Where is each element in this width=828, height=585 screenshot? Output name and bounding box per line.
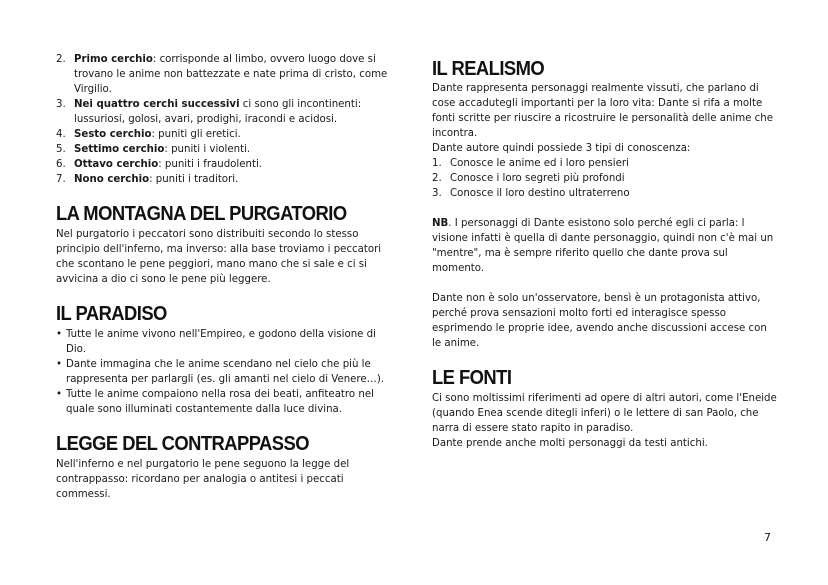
list-item-text: : puniti gli eretici. <box>151 129 241 140</box>
list-item-title: Nono cerchio <box>74 174 150 185</box>
circles-list <box>56 52 396 187</box>
knowledge-list <box>432 156 777 201</box>
list-item <box>56 172 396 187</box>
list-item <box>56 97 396 127</box>
list-item <box>56 387 396 417</box>
bullet-icon: • <box>56 359 63 370</box>
bullet-icon: • <box>56 389 63 400</box>
list-item <box>432 186 777 201</box>
nb-label: NB <box>432 218 449 229</box>
list-number: 2. <box>56 54 66 65</box>
purgatorio-body: Nel purgatorio i peccatori sono distribuiti secondo lo stesso principio dell'inferno, ma inverso: alla base troviamo i peccatori che scontano le pene peggiori, mano mano che si sale e ci si avvicina a dio ci sono le pene più leggere. <box>56 229 382 285</box>
fonti-heading: LE FONTI <box>432 367 512 389</box>
list-item-title: Primo cerchio <box>74 54 153 65</box>
contrappasso-heading: LEGGE DEL CONTRAPPASSO <box>56 433 309 455</box>
nb-text: . I personaggi di Dante esistono solo perché egli ci parla: l visione infatti è quella di dante personaggio, quindi non c'è mai un "mentre", ma è sempre riferito quello che dante prova sul momento. <box>432 218 774 274</box>
page-number: 7 <box>764 531 771 544</box>
paradiso-heading: IL PARADISO <box>56 303 167 325</box>
list-number: 4. <box>56 129 66 140</box>
fonti-paragraph: Dante prende anche molti personaggi da testi antichi. <box>432 438 708 449</box>
list-item <box>56 52 396 97</box>
list-item-text: Tutte le anime compaiono nella rosa dei beati, anfiteatro nel quale sono illuminati costantemente dalla luce divina. <box>66 389 374 415</box>
realismo-heading: IL REALISMO <box>432 58 545 80</box>
list-item <box>56 357 396 387</box>
realismo-paragraph: Dante non è solo un'osservatore, bensì è un protagonista attivo, perché prova sensazioni molto forti ed interagisce spesso esprimendo le proprie idee, avendo anche discussioni accese con le anime. <box>432 293 767 349</box>
list-number: 3. <box>432 188 442 199</box>
list-item <box>432 171 777 186</box>
list-number: 5. <box>56 144 66 155</box>
list-item-text: : puniti i violenti. <box>164 144 251 155</box>
list-item-text: Conosce i loro segreti più profondi <box>450 173 625 184</box>
list-item-text: Conosce il loro destino ultraterreno <box>450 188 630 199</box>
contrappasso-body: Nell'inferno e nel purgatorio le pene seguono la legge del contrappasso: ricordano per analogia o antitesi i peccati commessi. <box>56 459 350 500</box>
list-number: 7. <box>56 174 66 185</box>
left-column <box>56 52 396 502</box>
list-item-title: Ottavo cerchio <box>74 159 159 170</box>
list-number: 6. <box>56 159 66 170</box>
list-number: 2. <box>432 173 442 184</box>
list-item <box>56 327 396 357</box>
list-item-text: : puniti i traditori. <box>149 174 239 185</box>
realismo-paragraph: Dante rappresenta personaggi realmente vissuti, che parlano di cose accadutegli importanti per la loro vita: Dante si rifa a molte fonti scritte per riuscire a ricostruire le personalità delle anime che incontra. <box>432 83 774 139</box>
list-item <box>56 157 396 172</box>
list-item-text: ci sono gli incontinenti: lussuriosi, golosi, avari, prodighi, iracondi e acidosi. <box>74 99 362 125</box>
list-item-text: Conosce le anime ed i loro pensieri <box>450 158 629 169</box>
right-column <box>432 52 777 451</box>
list-number: 3. <box>56 99 66 110</box>
list-item-text: : puniti i fraudolenti. <box>158 159 263 170</box>
nb-paragraph <box>432 216 777 276</box>
list-item-text: Dante immagina che le anime scendano nel cielo che più le rappresenta per parlargli (es. gli amanti nel cielo di Venere…). <box>66 359 385 385</box>
list-item-title: Sesto cerchio <box>74 129 152 140</box>
list-item-title: Nei quattro cerchi successivi <box>74 99 240 110</box>
list-item <box>56 127 396 142</box>
bullet-icon: • <box>56 329 63 340</box>
purgatorio-heading: LA MONTAGNA DEL PURGATORIO <box>56 203 347 225</box>
list-item-title: Settimo cerchio <box>74 144 165 155</box>
list-number: 1. <box>432 158 442 169</box>
paradiso-list <box>56 327 396 417</box>
list-item <box>432 156 777 171</box>
fonti-paragraph: Ci sono moltissimi riferimenti ad opere di altri autori, come l'Eneide (quando Enea scende ditegli inferi) o le lettere di san Paolo, che narra di essere stato rapito in paradiso. <box>432 393 777 434</box>
list-item-text: : corrisponde al limbo, ovvero luogo dove si trovano le anime non battezzate e nate prima di cristo, come Virgilio. <box>74 54 388 95</box>
list-item-text: Tutte le anime vivono nell'Empireo, e godono della visione di Dio. <box>66 329 376 355</box>
realismo-paragraph: Dante autore quindi possiede 3 tipi di conoscenza: <box>432 143 691 154</box>
list-item <box>56 142 396 157</box>
